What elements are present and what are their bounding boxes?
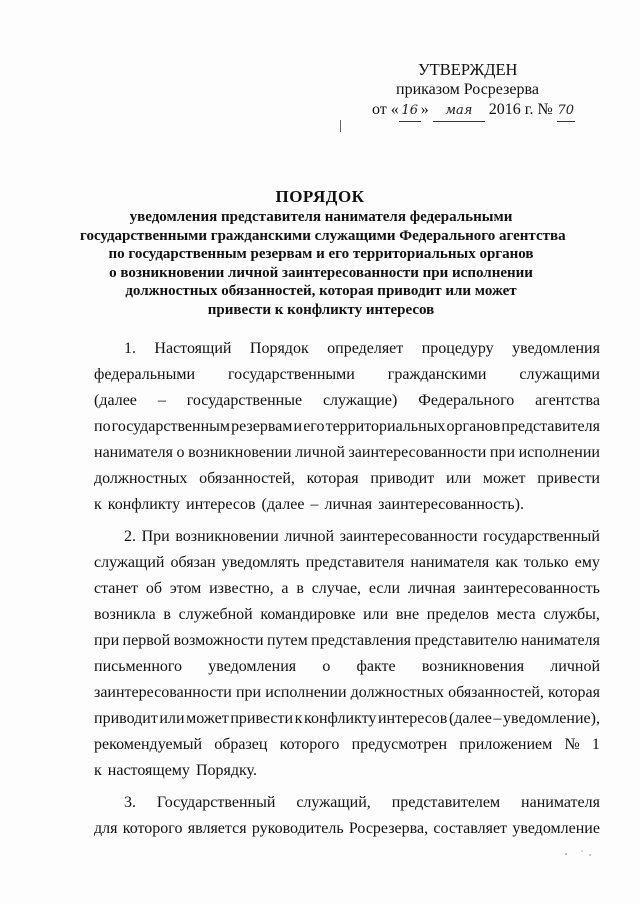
word: рекомендуемый xyxy=(94,736,203,753)
body-line xyxy=(94,762,600,784)
word: заинтересованности xyxy=(348,444,487,461)
word: которая xyxy=(306,470,359,487)
body-line xyxy=(94,554,600,576)
word: резервам xyxy=(231,418,293,435)
word: служащий xyxy=(94,554,165,571)
word: приводит xyxy=(370,470,435,487)
word: составляет xyxy=(433,820,508,837)
body-line xyxy=(94,580,600,602)
word: Государственный xyxy=(156,794,276,811)
word: федеральными xyxy=(94,366,196,383)
word: или xyxy=(159,710,185,727)
word: образец xyxy=(214,736,268,753)
body-line xyxy=(94,528,600,550)
word: возникла xyxy=(94,606,156,623)
word: Федерального xyxy=(418,392,515,409)
word: представителя xyxy=(305,554,405,571)
word: нанимателя xyxy=(410,554,490,571)
word: должностных xyxy=(94,470,188,487)
word: службы, xyxy=(543,606,600,623)
word: возможности xyxy=(173,632,264,649)
approval-title: УТВЕРЖДЕН xyxy=(418,60,518,79)
word: служащий, xyxy=(296,794,371,811)
word: – xyxy=(157,392,166,409)
word: путем xyxy=(266,632,308,649)
word: которая xyxy=(547,684,600,701)
word: заинтересованность). xyxy=(378,496,525,513)
word: Росрезерва, xyxy=(348,820,429,837)
word: Настоящий xyxy=(154,340,232,357)
word: процедуру xyxy=(421,340,494,357)
word: № xyxy=(564,736,580,753)
word: привести xyxy=(537,470,600,487)
word: в xyxy=(296,580,304,597)
word: ему xyxy=(574,554,600,571)
approval-date xyxy=(366,100,606,122)
word: – xyxy=(310,496,319,513)
word: командировке xyxy=(260,606,356,623)
word: письменного xyxy=(94,658,183,675)
body-line xyxy=(94,794,600,816)
approval-stamp xyxy=(366,60,606,122)
body-line xyxy=(94,684,600,706)
word: по xyxy=(94,418,111,435)
word: (далее xyxy=(261,496,305,513)
word: личная xyxy=(324,496,373,513)
word: 3. xyxy=(124,794,136,811)
body-line xyxy=(94,658,600,680)
word: при xyxy=(94,632,120,649)
word: о xyxy=(176,444,185,461)
word: места xyxy=(496,606,536,623)
word: органов xyxy=(446,418,501,435)
word: представления xyxy=(311,632,412,649)
word: возникновении xyxy=(188,444,292,461)
body-line xyxy=(94,632,600,654)
word: интересов xyxy=(186,496,256,513)
word: возникновении xyxy=(175,528,279,545)
word: вне xyxy=(395,606,420,623)
scan-mark xyxy=(340,120,341,132)
word: нанимателя xyxy=(521,794,600,811)
subtitle-line: должностных обязанностей, которая приводит или может xyxy=(125,283,517,299)
body-line xyxy=(94,366,600,388)
body-line xyxy=(94,340,600,362)
body-line xyxy=(94,470,600,492)
word: конфликту xyxy=(107,496,181,513)
word: государственные xyxy=(186,392,303,409)
word: представителю xyxy=(414,632,518,649)
body-line xyxy=(94,606,600,628)
subtitle-line: о возникновении личной заинтересованности при исполнении xyxy=(109,264,533,281)
word: и xyxy=(293,418,303,435)
word: определяет xyxy=(327,340,404,357)
word: приводит xyxy=(94,710,158,727)
body-line xyxy=(94,392,600,414)
date-year: 2016 г. № xyxy=(488,101,553,118)
word: служащими xyxy=(519,366,600,383)
word: государственный xyxy=(483,528,600,545)
approval-by: приказом Росрезерва xyxy=(396,81,539,98)
word: личной xyxy=(295,444,345,461)
order-number-handwritten: 70 xyxy=(557,101,575,122)
word: – xyxy=(493,710,502,727)
word: (далее xyxy=(448,710,492,727)
word: в xyxy=(163,606,171,623)
word: об xyxy=(145,580,162,597)
word: уведомление xyxy=(512,820,600,837)
word: для xyxy=(94,820,118,837)
word: 1 xyxy=(591,736,600,753)
document-title: ПОРЯДОК xyxy=(275,187,365,206)
word: уведомление), xyxy=(503,710,600,727)
date-month-handwritten: мая xyxy=(433,101,485,122)
word: При xyxy=(141,528,170,545)
date-day-handwritten: 16 xyxy=(399,101,421,122)
word: личная xyxy=(407,580,456,597)
word: должностных xyxy=(350,684,444,701)
word: исполнении xyxy=(265,684,347,701)
word: настоящему xyxy=(107,762,190,779)
document-subtitle xyxy=(80,208,566,319)
word: представителя xyxy=(501,418,600,435)
word: станет xyxy=(94,580,139,597)
word: гражданскими xyxy=(387,366,487,383)
word: личной xyxy=(284,528,335,545)
word: к xyxy=(94,496,102,513)
body-line xyxy=(94,710,600,732)
word: Порядку. xyxy=(195,762,257,779)
word: служащие) xyxy=(322,392,398,409)
word: обязанностей, xyxy=(199,470,295,487)
word: факте xyxy=(356,658,396,675)
word: которого xyxy=(122,820,183,837)
subtitle-line: уведомления представителя нанимателя федеральными xyxy=(129,209,513,225)
word: при xyxy=(489,444,516,461)
body-line xyxy=(94,444,600,466)
word: этом xyxy=(169,580,202,597)
scan-noise xyxy=(560,840,600,860)
word: случае, xyxy=(311,580,362,597)
word: руководитель xyxy=(251,820,344,837)
word: или xyxy=(363,606,389,623)
word: 1. xyxy=(124,340,136,357)
word: территориальных xyxy=(325,418,446,435)
date-prefix: от « xyxy=(372,101,399,118)
word: которого xyxy=(279,736,340,753)
word: или xyxy=(445,470,472,487)
word: а xyxy=(281,580,289,597)
word: государственными xyxy=(227,366,355,383)
date-mid: » xyxy=(420,101,429,118)
word: представителем xyxy=(391,794,501,811)
word: уведомлять xyxy=(221,554,300,571)
word: обязанностей, xyxy=(448,684,544,701)
word: заинтересованности xyxy=(94,684,232,701)
subtitle-line: привести к конфликту интересов xyxy=(207,301,435,318)
word: пределов xyxy=(426,606,489,623)
subtitle-line: государственными гражданскими служащими Федерального агентства xyxy=(80,227,566,244)
word: заинтересованности xyxy=(339,528,478,545)
word: заинтересованность xyxy=(463,580,600,597)
word: нанимателя xyxy=(94,444,173,461)
word: известно, xyxy=(209,580,274,597)
subtitle-line: по государственным резервам и его территориальных органов xyxy=(108,246,534,262)
word: к xyxy=(294,710,303,727)
word: может xyxy=(482,470,526,487)
word: государственным xyxy=(111,418,231,435)
word: привести xyxy=(230,710,294,727)
word: уведомления xyxy=(208,658,297,675)
word: при xyxy=(235,684,262,701)
word: как xyxy=(495,554,518,571)
word: нанимателя xyxy=(521,632,600,649)
word: 2. xyxy=(124,528,136,545)
word: личной xyxy=(550,658,600,675)
word: Порядок xyxy=(249,340,309,357)
word: если xyxy=(368,580,401,597)
word: обязан xyxy=(170,554,216,571)
word: предусмотрен xyxy=(351,736,448,753)
word: может xyxy=(186,710,229,727)
word: возникновения xyxy=(421,658,525,675)
word: к xyxy=(94,762,102,779)
body-line xyxy=(94,496,600,518)
word: о xyxy=(322,658,331,675)
body-line xyxy=(94,820,600,842)
word: исполнении xyxy=(518,444,600,461)
word: является xyxy=(187,820,247,837)
word: только xyxy=(523,554,569,571)
word: агентства xyxy=(535,392,600,409)
word: первой xyxy=(122,632,171,649)
word: его xyxy=(303,418,325,435)
word: приложением xyxy=(459,736,553,753)
word: (далее xyxy=(94,392,137,409)
body-line xyxy=(94,418,600,440)
word: конфликту xyxy=(304,710,377,727)
word: служебной xyxy=(178,606,253,623)
word: интересов xyxy=(377,710,448,727)
word: уведомления xyxy=(512,340,600,357)
body-line xyxy=(94,736,600,758)
